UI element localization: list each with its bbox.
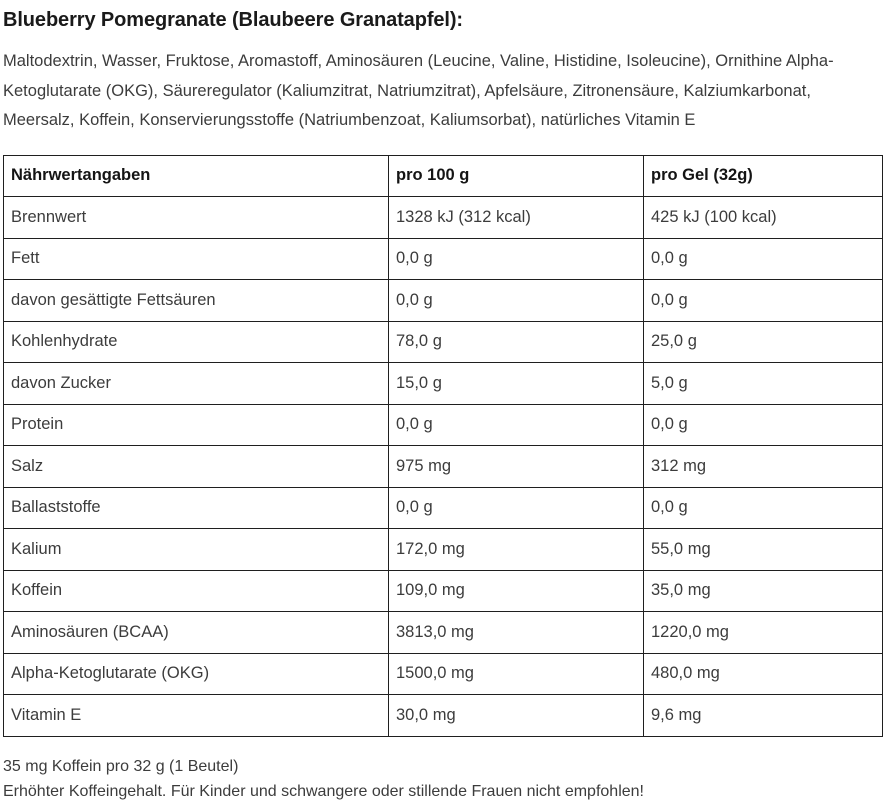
nutrition-table bbox=[3, 155, 883, 737]
nutrient-name: Alpha-Ketoglutarate (OKG) bbox=[4, 653, 389, 695]
column-header-per-100g: pro 100 g bbox=[389, 155, 644, 197]
nutrient-name: Brennwert bbox=[4, 197, 389, 239]
nutrient-name: Koffein bbox=[4, 570, 389, 612]
nutrient-value-per-100g: 0,0 g bbox=[389, 280, 644, 322]
nutrient-name: Vitamin E bbox=[4, 695, 389, 737]
nutrient-value-per-100g: 15,0 g bbox=[389, 363, 644, 405]
nutrition-table-body bbox=[4, 197, 883, 737]
nutrient-value-per-gel: 55,0 mg bbox=[644, 529, 883, 571]
nutrient-name: Salz bbox=[4, 446, 389, 488]
table-row bbox=[4, 446, 883, 488]
nutrient-name: Protein bbox=[4, 404, 389, 446]
nutrient-value-per-100g: 172,0 mg bbox=[389, 529, 644, 571]
nutrient-value-per-100g: 0,0 g bbox=[389, 404, 644, 446]
nutrient-value-per-gel: 0,0 g bbox=[644, 238, 883, 280]
nutrient-value-per-gel: 312 mg bbox=[644, 446, 883, 488]
nutrient-value-per-gel: 9,6 mg bbox=[644, 695, 883, 737]
table-row bbox=[4, 612, 883, 654]
nutrient-value-per-gel: 1220,0 mg bbox=[644, 612, 883, 654]
nutrient-value-per-100g: 30,0 mg bbox=[389, 695, 644, 737]
nutrient-value-per-gel: 480,0 mg bbox=[644, 653, 883, 695]
nutrient-name: Kalium bbox=[4, 529, 389, 571]
table-row bbox=[4, 404, 883, 446]
nutrient-value-per-gel: 0,0 g bbox=[644, 404, 883, 446]
nutrient-value-per-100g: 109,0 mg bbox=[389, 570, 644, 612]
nutrient-name: Fett bbox=[4, 238, 389, 280]
nutrient-name: Aminosäuren (BCAA) bbox=[4, 612, 389, 654]
nutrient-value-per-100g: 78,0 g bbox=[389, 321, 644, 363]
nutrient-value-per-gel: 35,0 mg bbox=[644, 570, 883, 612]
footnote-caffeine-amount: 35 mg Koffein pro 32 g (1 Beutel) bbox=[3, 757, 239, 775]
table-row bbox=[4, 363, 883, 405]
table-row bbox=[4, 529, 883, 571]
table-row bbox=[4, 695, 883, 737]
column-header-nutrient: Nährwertangaben bbox=[4, 155, 389, 197]
nutrient-value-per-gel: 425 kJ (100 kcal) bbox=[644, 197, 883, 239]
nutrient-value-per-100g: 0,0 g bbox=[389, 238, 644, 280]
footnotes bbox=[3, 737, 885, 804]
table-row bbox=[4, 238, 883, 280]
nutrient-value-per-100g: 975 mg bbox=[389, 446, 644, 488]
nutrient-value-per-100g: 0,0 g bbox=[389, 487, 644, 529]
ingredients-paragraph: Maltodextrin, Wasser, Fruktose, Aromastoff, Aminosäuren (Leucine, Valine, Histidine, Isoleucine), Ornithine Alpha-Ketoglutarate (OKG), Säureregulator (Kaliumzitrat, Natriumzitrat), Apfelsäure, Zitronensäure, Kalziumkarbonat, Meersalz, Koffein, Konservierungsstoffe (Natriumbenzoat, Kaliumsorbat), natürliches Vitamin E bbox=[3, 52, 834, 129]
nutrient-value-per-gel: 0,0 g bbox=[644, 487, 883, 529]
nutrient-name: Kohlenhydrate bbox=[4, 321, 389, 363]
nutrient-name: davon Zucker bbox=[4, 363, 389, 405]
nutrient-name: davon gesättigte Fettsäuren bbox=[4, 280, 389, 322]
nutrient-value-per-100g: 3813,0 mg bbox=[389, 612, 644, 654]
nutrient-value-per-100g: 1500,0 mg bbox=[389, 653, 644, 695]
nutrient-name: Ballaststoffe bbox=[4, 487, 389, 529]
table-row bbox=[4, 321, 883, 363]
nutrient-value-per-gel: 25,0 g bbox=[644, 321, 883, 363]
table-row bbox=[4, 197, 883, 239]
footnote-caffeine-warning: Erhöhter Koffeingehalt. Für Kinder und schwangere oder stillende Frauen nicht empfohlen! bbox=[3, 782, 644, 800]
table-header-row bbox=[4, 155, 883, 197]
nutrient-value-per-100g: 1328 kJ (312 kcal) bbox=[389, 197, 644, 239]
nutrient-value-per-gel: 0,0 g bbox=[644, 280, 883, 322]
table-row bbox=[4, 280, 883, 322]
column-header-per-gel: pro Gel (32g) bbox=[644, 155, 883, 197]
nutrient-value-per-gel: 5,0 g bbox=[644, 363, 883, 405]
table-row bbox=[4, 653, 883, 695]
page-title: Blueberry Pomegranate (Blaubeere Granatapfel): bbox=[3, 9, 463, 31]
table-row bbox=[4, 487, 883, 529]
table-row bbox=[4, 570, 883, 612]
